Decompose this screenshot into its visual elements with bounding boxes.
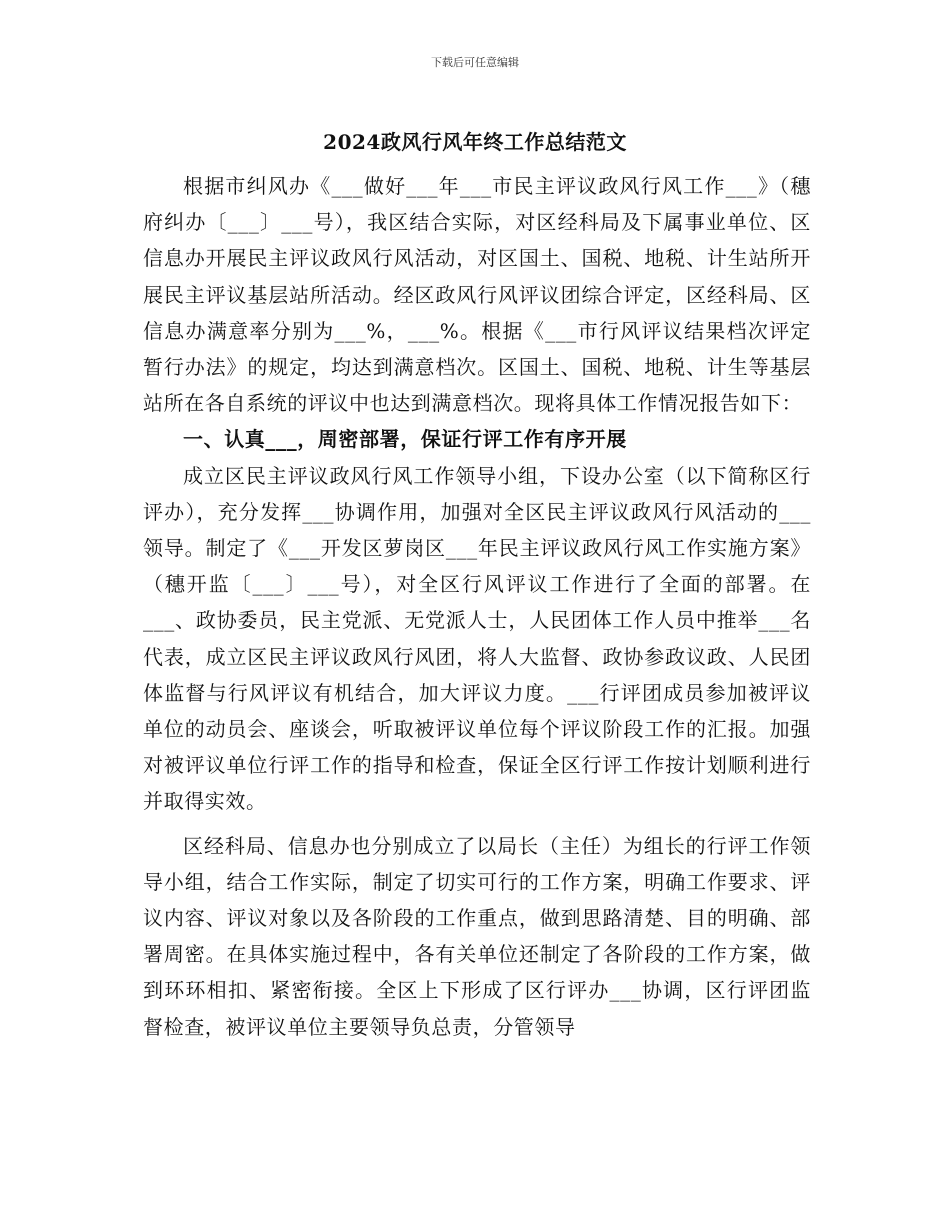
section-1-paragraph-1: 成立区民主评议政风行风工作领导小组，下设办公室（以下简称区行评办），充分发挥___协调作用，加强对全区民主评议政风行风活动的___领导。制定了《___开发区萝岗区___年民主评议政风行风工作实施方案》（穗开监〔___〕___号），对全区行风评议工作进行了全面的部署。在___、政协委员，民主党派、无党派人士，人民团体工作人员中推举___名代表，成立区民主评议政风行风团，将人大监督、政协参政议政、人民团体监督与行风评议有机结合，加大评议力度。___行评团成员参加被评议单位的动员会、座谈会，听取被评议单位每个评议阶段工作的汇报。加强对被评议单位行评工作的指导和检查，保证全区行评工作按计划顺利进行并取得实效。 <box>143 463 811 814</box>
intro-paragraph: 根据市纠风办《___做好___年___市民主评议政风行风工作___》（穗府纠办〔___〕___号），我区结合实际，对区经科局及下属事业单位、区信息办开展民主评议政风行风活动，对区国土、国税、地税、计生站所开展民主评议基层站所活动。经区政风行风评议团综合评定，区经科局、区信息办满意率分别为___%，___%。根据《___市行风评议结果档次评定暂行办法》的规定，均达到满意档次。区国土、国税、地税、计生等基层站所在各自系统的评议中也达到满意档次。现将具体工作情况报告如下： <box>143 174 811 416</box>
document-title: 2024政风行风年终工作总结范文 <box>323 130 627 154</box>
section-1-paragraph-2: 区经科局、信息办也分别成立了以局长（主任）为组长的行评工作领导小组，结合工作实际，制定了切实可行的工作方案，明确工作要求、评议内容、评议对象以及各阶段的工作重点，做到思路清楚、目的明确、部署周密。在具体实施过程中，各有关单位还制定了各阶段的工作方案，做到环环相扣、紧密衔接。全区上下形成了区行评办___协调，区行评团监督检查，被评议单位主要领导负总责，分管领导 <box>143 833 811 1039</box>
section-heading-1: 一、认真___，周密部署，保证行评工作有序开展 <box>183 427 627 452</box>
document-body <box>143 168 811 1045</box>
header-note: 下载后可任意编辑 <box>431 56 519 69</box>
